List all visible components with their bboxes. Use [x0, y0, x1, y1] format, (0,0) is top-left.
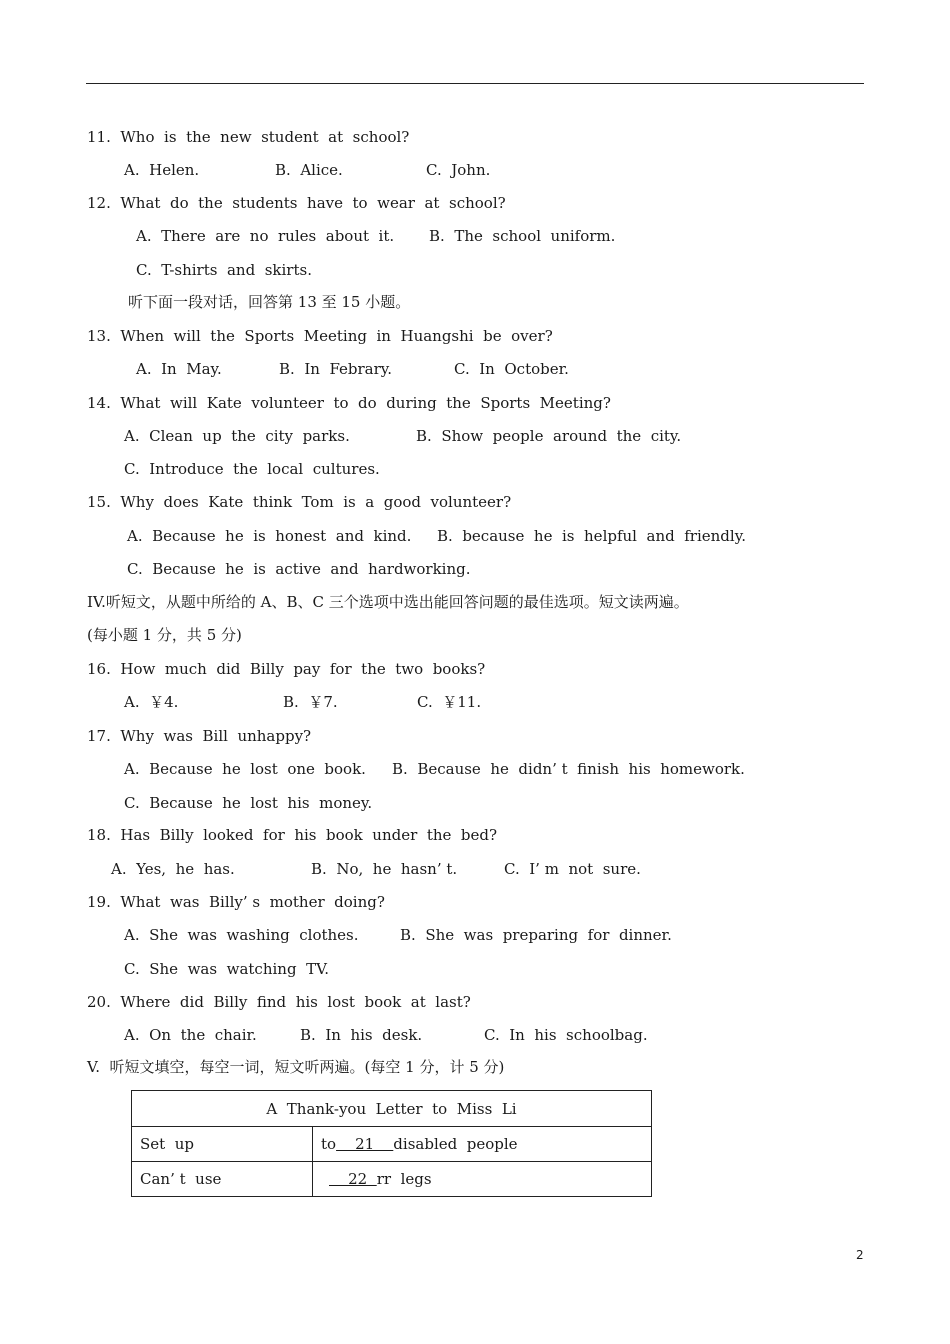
q14-option-a: A. Clean up the city parks.	[124, 427, 350, 445]
q12-option-c: C. T-shirts and skirts.	[136, 261, 312, 279]
blank-21: 21	[336, 1135, 394, 1153]
question-18: 18. Has Billy looked for his book under the bed?	[87, 826, 498, 844]
q19-option-a: A. She was washing clothes.	[124, 926, 359, 944]
table-row	[132, 1127, 652, 1162]
question-12: 12. What do the students have to wear at school?	[87, 194, 506, 212]
q15-option-c: C. Because he is active and hardworking.	[127, 560, 471, 578]
q19-option-c: C. She was watching TV.	[124, 960, 330, 978]
q11-option-a: A. Helen.	[124, 161, 200, 179]
q20-option-c: C. In his schoolbag.	[484, 1026, 648, 1044]
q15-option-b: B. because he is helpful and friendly.	[437, 527, 746, 545]
q18-option-c: C. I’ m not sure.	[504, 860, 641, 878]
q17-option-b: B. Because he didn’ t finish his homework.	[392, 760, 745, 778]
question-14: 14. What will Kate volunteer to do during the Sports Meeting?	[87, 394, 611, 412]
row-value-set-up	[313, 1127, 652, 1162]
question-13: 13. When will the Sports Meeting in Huangshi be over?	[87, 327, 553, 345]
row-label-cant-use: Can’ t use	[132, 1162, 313, 1197]
page-number: 2	[856, 1248, 864, 1262]
q13-option-b: B. In Febrary.	[279, 360, 393, 378]
q17-option-a: A. Because he lost one book.	[124, 760, 366, 778]
question-11: 11. Who is the new student at school?	[87, 128, 410, 146]
letter-table	[131, 1090, 652, 1197]
q12-option-b: B. The school uniform.	[429, 227, 616, 245]
row-label-set-up: Set up	[132, 1127, 313, 1162]
q13-option-c: C. In October.	[454, 360, 569, 378]
q18-option-a: A. Yes, he has.	[111, 860, 235, 878]
table-title: A Thank-you Letter to Miss Li	[132, 1091, 652, 1127]
section-5-heading: V. 听短文填空，每空一词，短文听两遍。(每空 1 分，计 5 分)	[87, 1058, 505, 1076]
section-4-points: (每小题 1 分，共 5 分)	[87, 626, 242, 644]
question-19: 19. What was Billy’ s mother doing?	[87, 893, 385, 911]
question-16: 16. How much did Billy pay for the two books?	[87, 660, 486, 678]
q15-option-a: A. Because he is honest and kind.	[127, 527, 412, 545]
table-row	[132, 1162, 652, 1197]
q16-option-c: C. ￥11.	[417, 693, 482, 711]
row1-prefix: to	[321, 1135, 337, 1153]
header-rule	[86, 83, 864, 84]
q11-option-c: C. John.	[426, 161, 491, 179]
q12-option-a: A. There are no rules about it.	[136, 227, 395, 245]
instruction-13-15: 听下面一段对话，回答第 13 至 15 小题。	[128, 293, 411, 311]
question-20: 20. Where did Billy find his lost book at last?	[87, 993, 471, 1011]
q20-option-b: B. In his desk.	[300, 1026, 423, 1044]
q14-option-c: C. Introduce the local cultures.	[124, 460, 380, 478]
q16-option-b: B. ￥7.	[283, 693, 338, 711]
q19-option-b: B. She was preparing for dinner.	[400, 926, 672, 944]
row2-suffix: rr legs	[376, 1170, 432, 1188]
question-15: 15. Why does Kate think Tom is a good volunteer?	[87, 493, 512, 511]
blank-22: 22	[329, 1170, 377, 1188]
q20-option-a: A. On the chair.	[124, 1026, 257, 1044]
q16-option-a: A. ￥4.	[124, 693, 179, 711]
row1-suffix: disabled people	[393, 1135, 518, 1153]
section-4-heading: IV.听短文，从题中所给的 A、B、C 三个选项中选出能回答问题的最佳选项。短文读两遍。	[87, 593, 689, 611]
q11-option-b: B. Alice.	[275, 161, 343, 179]
q17-option-c: C. Because he lost his money.	[124, 794, 373, 812]
q18-option-b: B. No, he hasn’ t.	[311, 860, 458, 878]
question-17: 17. Why was Bill unhappy?	[87, 727, 312, 745]
q13-option-a: A. In May.	[136, 360, 222, 378]
q14-option-b: B. Show people around the city.	[416, 427, 682, 445]
row-value-cant-use	[313, 1162, 652, 1197]
